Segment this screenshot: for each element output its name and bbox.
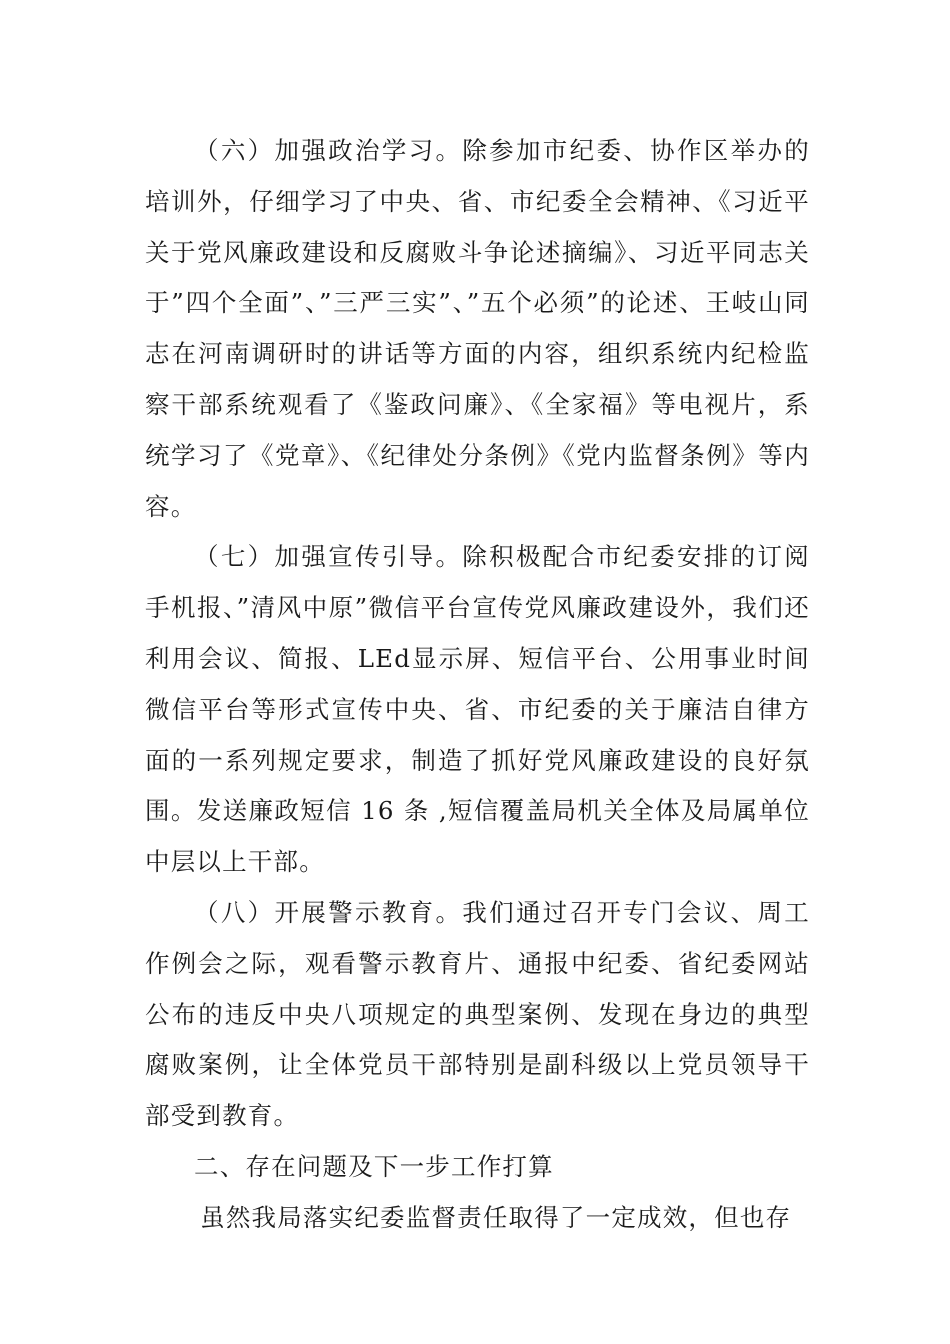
closing-line: 虽然我局落实纪委监督责任取得了一定成效，但也存: [200, 1202, 792, 1232]
document-body: [145, 126, 810, 1244]
paragraph-political-study: （六）加强政治学习。除参加市纪委、协作区举办的培训外，仔细学习了中央、省、市纪委全会精神、《习近平关于党风廉政建设和反腐败斗争论述摘编》、习近平同志关于”四个全面”、”三严三实”、”五个必须”的论述、王岐山同志在河南调研时的讲话等方面的内容，组织系统内纪检监察干部系统观看了《鉴政问廉》、《全家福》等电视片，系统学习了《党章》、《纪律处分条例》《党内监督条例》等内容。: [145, 136, 810, 521]
paragraph-warning-education: （八）开展警示教育。我们通过召开专门会议、周工作例会之际，观看警示教育片、通报中纪委、省纪委网站公布的违反中央八项规定的典型案例、发现在身边的典型腐败案例，让全体党员干部特别是副科级以上党员领导干部受到教育。: [145, 897, 810, 1131]
paragraph-publicity-guidance: （七）加强宣传引导。除积极配合市纪委安排的订阅手机报、”清风中原”微信平台宣传党风廉政建设外，我们还利用会议、简报、LEd显示屏、短信平台、公用事业时间微信平台等形式宣传中央、省、市纪委的关于廉洁自律方面的一系列规定要求，制造了抓好党风廉政建设的良好氛围。发送廉政短信 16 条 ,短信覆盖局机关全体及局属单位中层以上干部。: [145, 542, 810, 877]
section-heading: 二、存在问题及下一步工作打算: [194, 1151, 554, 1181]
